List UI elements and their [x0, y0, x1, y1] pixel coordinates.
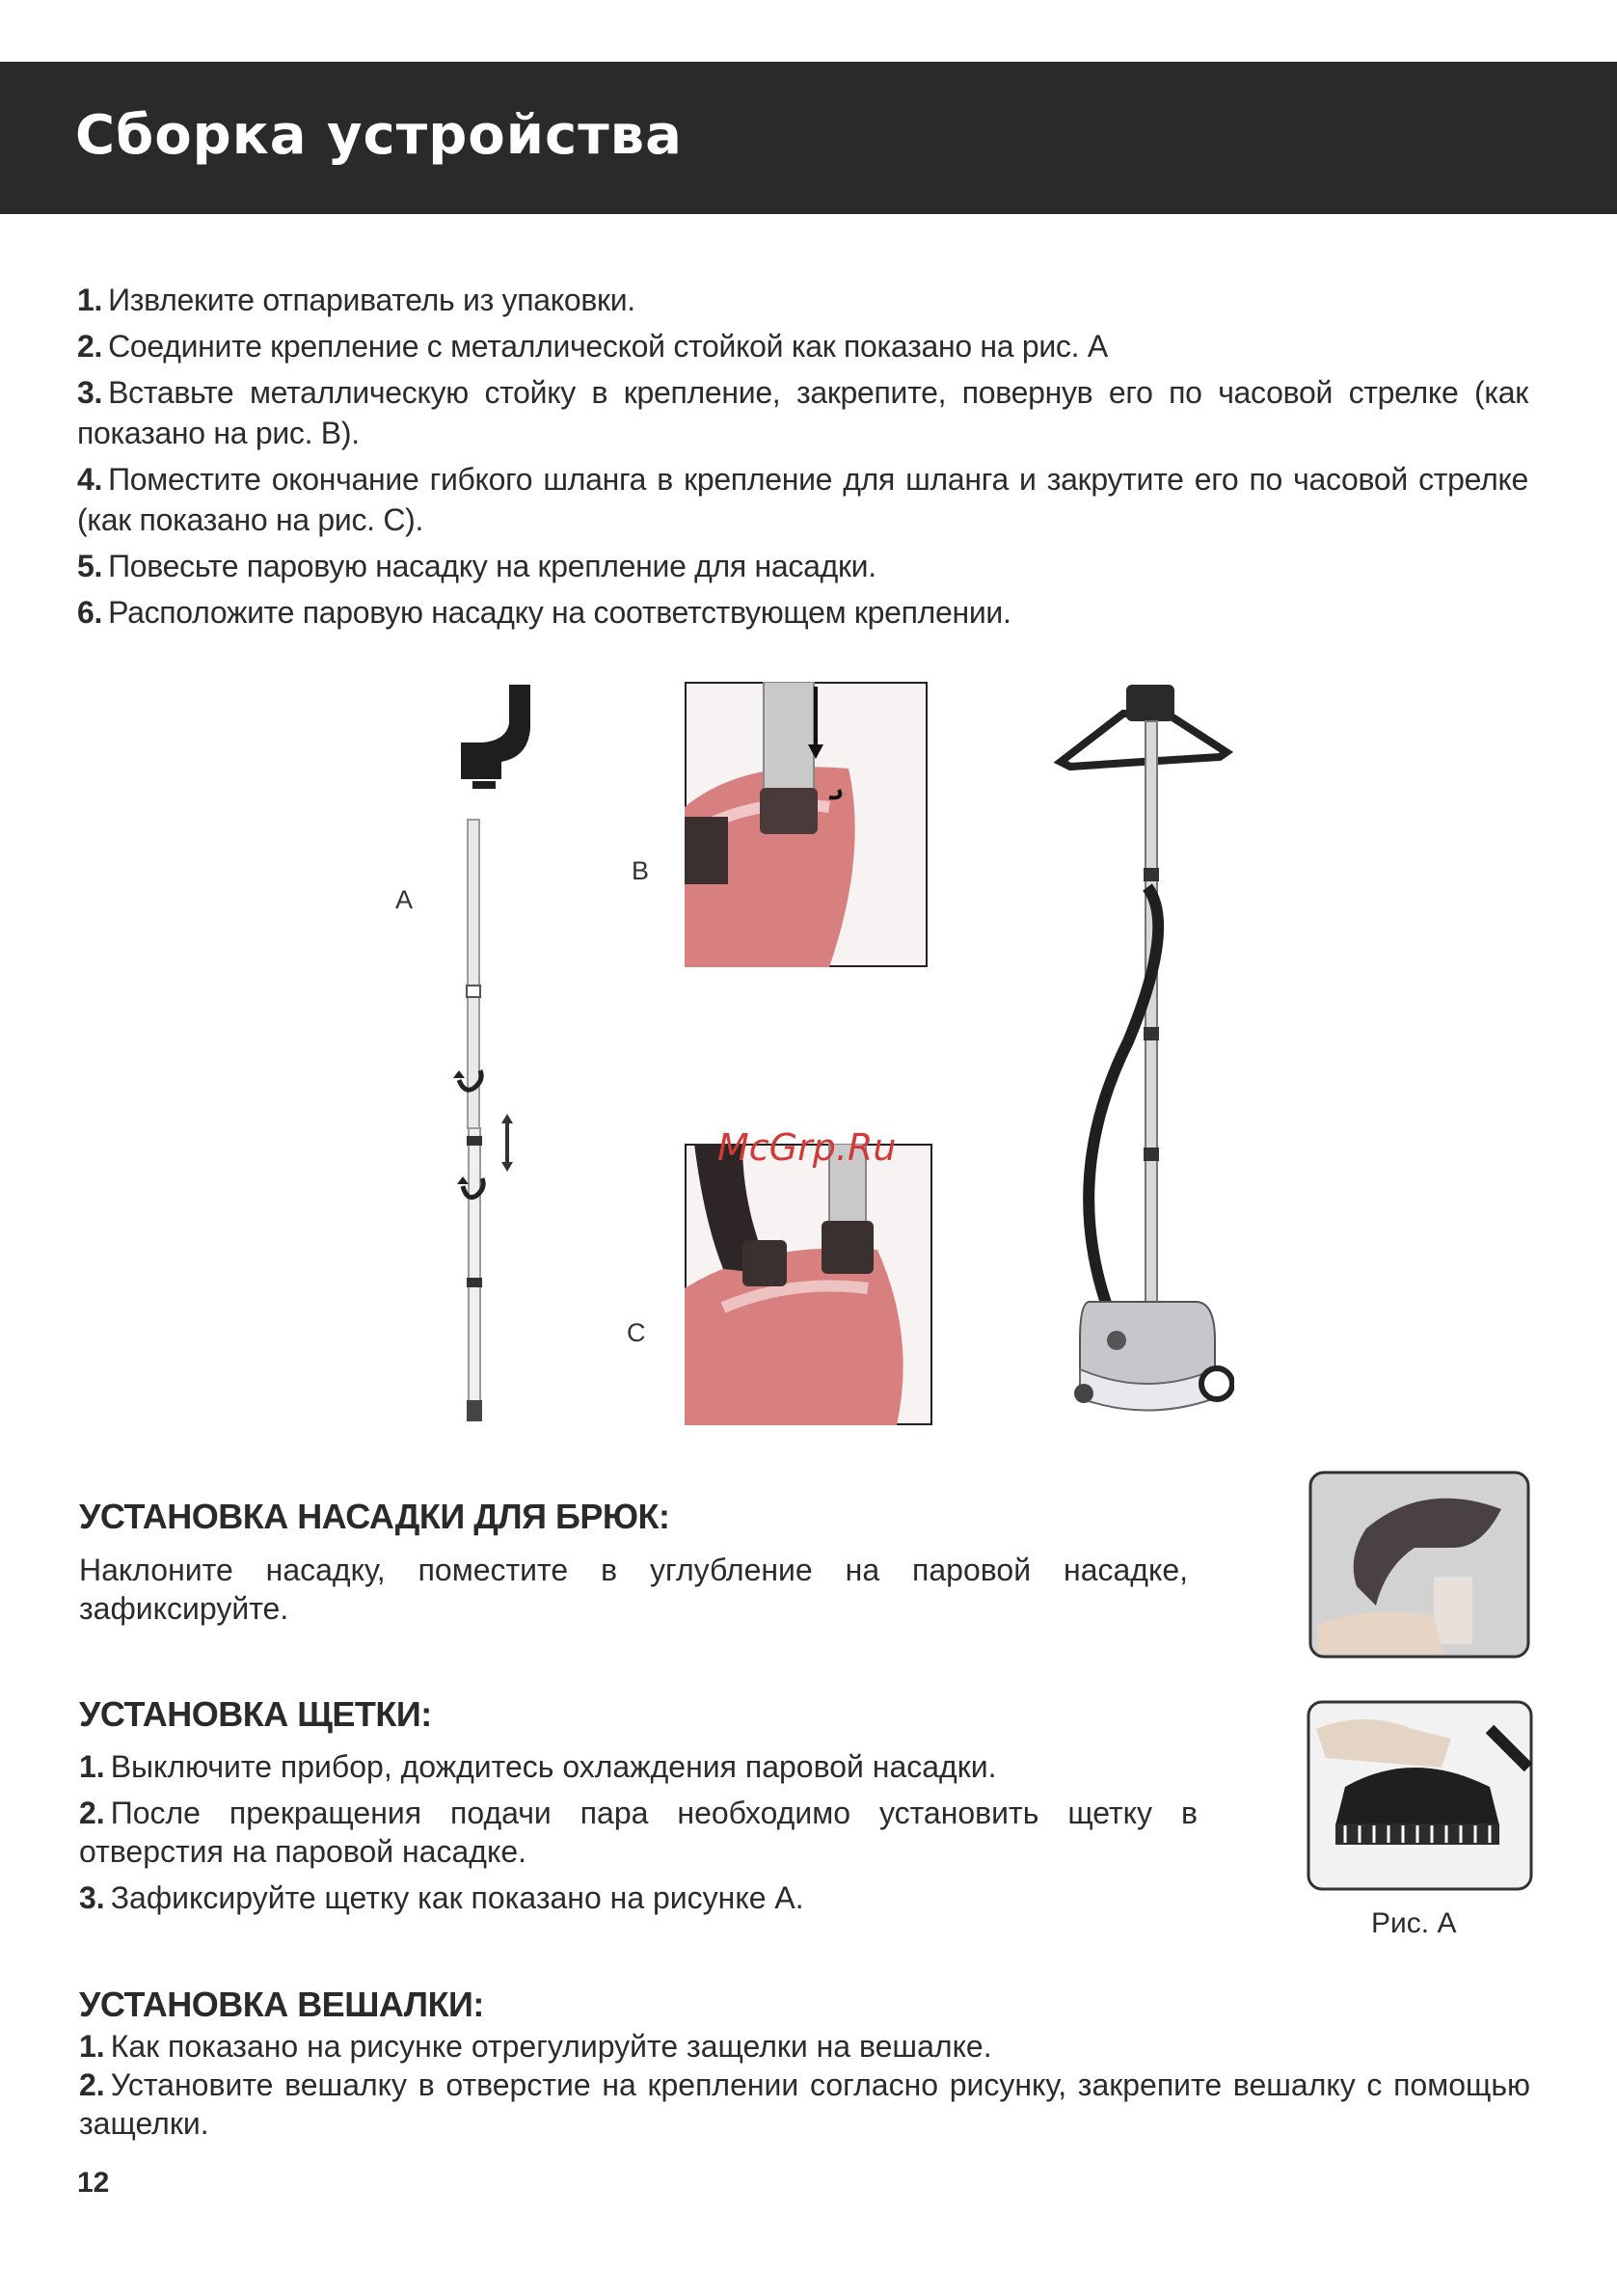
step-6	[77, 592, 1528, 633]
step-number: 2.	[79, 1796, 105, 1830]
step-number: 3.	[77, 375, 103, 410]
step-text: После прекращения подачи пара необходимо установить щетку в отверстия на паровой насадке.	[79, 1796, 1198, 1869]
step-text: Выключите прибор, дождитесь охлаждения паровой насадки.	[110, 1749, 997, 1784]
watermark: McGrp.Ru	[717, 1126, 897, 1169]
step-number: 6.	[77, 595, 103, 630]
step-text: Расположите паровую насадку на соответствующем креплении.	[108, 595, 1011, 630]
brush-step-1	[79, 1747, 1198, 1786]
brush-section-text	[79, 1747, 1198, 1925]
step-number: 1.	[77, 283, 103, 317]
brush-step-3	[79, 1878, 1198, 1917]
step-5	[77, 546, 1528, 586]
hanger-section-text	[79, 2027, 1530, 2150]
figure-c-label: C	[627, 1318, 646, 1347]
hanger-step-1	[79, 2027, 1530, 2066]
trousers-text: Наклоните насадку, поместите в углубление на паровой насадке, зафиксируйте.	[79, 1553, 1188, 1626]
step-text: Извлеките отпариватель из упаковки.	[108, 283, 635, 317]
assembly-steps	[77, 280, 1528, 638]
page-title: Сборка устройства	[75, 104, 683, 167]
trousers-section-text	[79, 1551, 1188, 1635]
trousers-section-title: УСТАНОВКА НАСАДКИ ДЛЯ БРЮК:	[79, 1497, 670, 1536]
step-4	[77, 459, 1528, 540]
figure-c-photo	[685, 1144, 932, 1425]
step-number: 5.	[77, 549, 103, 583]
step-number: 1.	[79, 2029, 105, 2064]
step-text: Вставьте металлическую стойку в крепление, закрепите, повернув его по часовой стрелке (как показано на рис. В).	[77, 375, 1528, 450]
brush-figure-caption: Рис. А	[1371, 1907, 1457, 1939]
figure-b-photo	[685, 682, 928, 967]
step-number: 2.	[77, 329, 103, 364]
step-number: 2.	[79, 2067, 105, 2102]
step-number: 3.	[79, 1880, 105, 1915]
steamer-assembled-illustration	[1051, 675, 1234, 1422]
trousers-attachment-photo	[1308, 1471, 1530, 1659]
step-text: Повесьте паровую насадку на крепление для насадки.	[108, 549, 876, 583]
figure-a-pole-illustration	[424, 675, 550, 1432]
figure-a-label: A	[395, 885, 414, 914]
step-number: 4.	[77, 462, 103, 497]
step-text: Поместите окончание гибкого шланга в крепление для шланга и закрутите его по часовой стрелке (как показано на рис. С).	[77, 462, 1528, 537]
step-text: Зафиксируйте щетку как показано на рисунке А.	[110, 1880, 804, 1915]
step-number: 1.	[79, 1749, 105, 1784]
hanger-step-2	[79, 2066, 1530, 2143]
figure-b-label: B	[632, 856, 650, 885]
brush-section-title: УСТАНОВКА ЩЕТКИ:	[79, 1694, 432, 1734]
step-1	[77, 280, 1528, 320]
step-2	[77, 326, 1528, 366]
hanger-section-title: УСТАНОВКА ВЕШАЛКИ:	[79, 1985, 484, 2024]
step-3	[77, 372, 1528, 453]
brush-attachment-photo	[1307, 1700, 1533, 1891]
brush-step-2	[79, 1794, 1198, 1871]
page-number: 12	[77, 2167, 110, 2199]
step-text: Как показано на рисунке отрегулируйте защелки на вешалке.	[110, 2029, 992, 2064]
page-header	[0, 62, 1617, 214]
step-text: Соедините крепление с металлической стойкой как показано на рис. А	[108, 329, 1108, 364]
step-text: Установите вешалку в отверстие на креплении согласно рисунку, закрепите вешалку с помощью защелки.	[79, 2067, 1530, 2141]
